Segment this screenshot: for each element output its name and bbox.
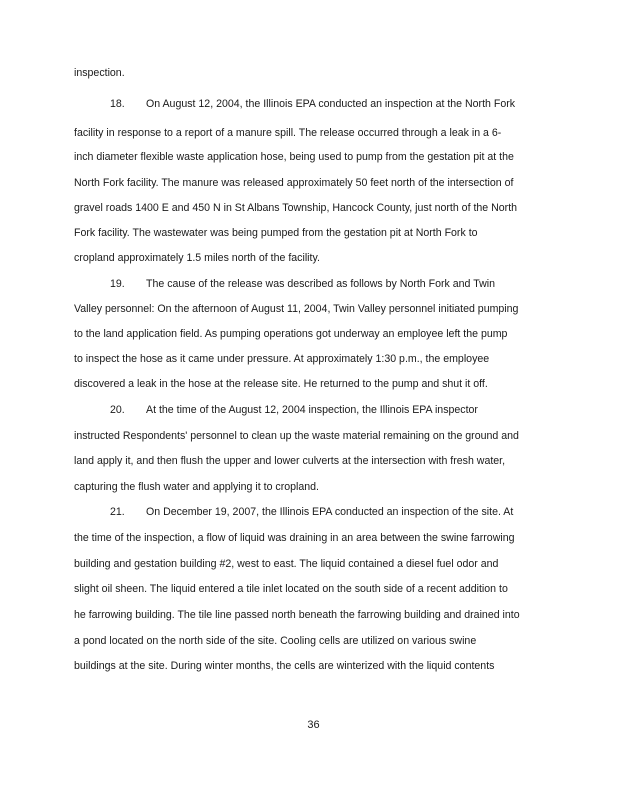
text-line	[74, 657, 552, 677]
text-line	[74, 64, 552, 84]
paragraph-number: 21.	[110, 506, 125, 518]
text-line	[74, 325, 552, 345]
line-text: capturing the flush water and applying it to cropland.	[74, 481, 319, 493]
text-line	[74, 199, 552, 219]
line-text: slight oil sheen. The liquid entered a tile inlet located on the south side of a recent addition to	[74, 583, 508, 595]
page-number: 36	[307, 719, 320, 731]
line-text: discovered a leak in the hose at the release site. He returned to the pump and shut it off.	[74, 378, 488, 390]
text-line	[74, 249, 552, 269]
text-line	[74, 427, 552, 447]
paragraph-number: 18.	[110, 98, 125, 110]
text-line	[74, 580, 552, 600]
text-line	[74, 148, 552, 168]
line-text: buildings at the site. During winter months, the cells are winterized with the liquid contents	[74, 660, 495, 672]
line-text: cropland approximately 1.5 miles north of the facility.	[74, 252, 320, 264]
line-text: the time of the inspection, a flow of liquid was draining in an area between the swine farrowing	[74, 532, 515, 544]
paragraph-number: 19.	[110, 278, 125, 290]
line-text: On December 19, 2007, the Illinois EPA conducted an inspection of the site. At	[146, 506, 514, 518]
line-text: to inspect the hose as it came under pressure. At approximately 1:30 p.m., the employee	[74, 353, 490, 365]
line-text: The cause of the release was described as follows by North Fork and Twin	[146, 278, 495, 290]
text-line	[74, 478, 552, 498]
text-line	[74, 124, 552, 144]
paragraph-number: 20.	[110, 404, 125, 416]
line-text: a pond located on the north side of the site. Cooling cells are utilized on various swine	[74, 635, 477, 647]
text-line	[74, 224, 552, 244]
line-text: facility in response to a report of a manure spill. The release occurred through a leak in a 6-	[74, 127, 502, 139]
text-line	[74, 555, 552, 575]
line-text: At the time of the August 12, 2004 inspection, the Illinois EPA inspector	[146, 404, 478, 416]
text-line	[74, 452, 552, 472]
line-text: building and gestation building #2, west to east. The liquid contained a diesel fuel odor and	[74, 558, 499, 570]
line-text: he farrowing building. The tile line passed north beneath the farrowing building and drained into	[74, 609, 520, 621]
paragraph-first-line	[74, 95, 552, 115]
line-text: gravel roads 1400 E and 450 N in St Albans Township, Hancock County, just north of the North	[74, 202, 518, 214]
line-text: Valley personnel: On the afternoon of August 11, 2004, Twin Valley personnel initiated pumping	[74, 303, 519, 315]
line-text: North Fork facility. The manure was released approximately 50 feet north of the intersection of	[74, 177, 514, 189]
line-text: instructed Respondents' personnel to clean up the waste material remaining on the ground and	[74, 430, 519, 442]
line-text: On August 12, 2004, the Illinois EPA conducted an inspection at the North Fork	[146, 98, 516, 110]
line-text: Fork facility. The wastewater was being pumped from the gestation pit at North Fork to	[74, 227, 478, 239]
text-line	[74, 529, 552, 549]
line-text: land apply it, and then flush the upper and lower culverts at the intersection with fresh water,	[74, 455, 506, 467]
paragraph-first-line	[74, 401, 552, 421]
paragraph-first-line	[74, 503, 552, 523]
line-text: inspection.	[74, 67, 125, 79]
line-text: to the land application field. As pumping operations got underway an employee left the pump	[74, 328, 508, 340]
text-line	[74, 300, 552, 320]
text-line	[74, 174, 552, 194]
text-line	[74, 606, 552, 626]
text-line	[74, 632, 552, 652]
line-text: inch diameter flexible waste application hose, being used to pump from the gestation pit at the	[74, 151, 514, 163]
text-line	[74, 375, 552, 395]
text-line	[74, 350, 552, 370]
paragraph-first-line	[74, 275, 552, 295]
